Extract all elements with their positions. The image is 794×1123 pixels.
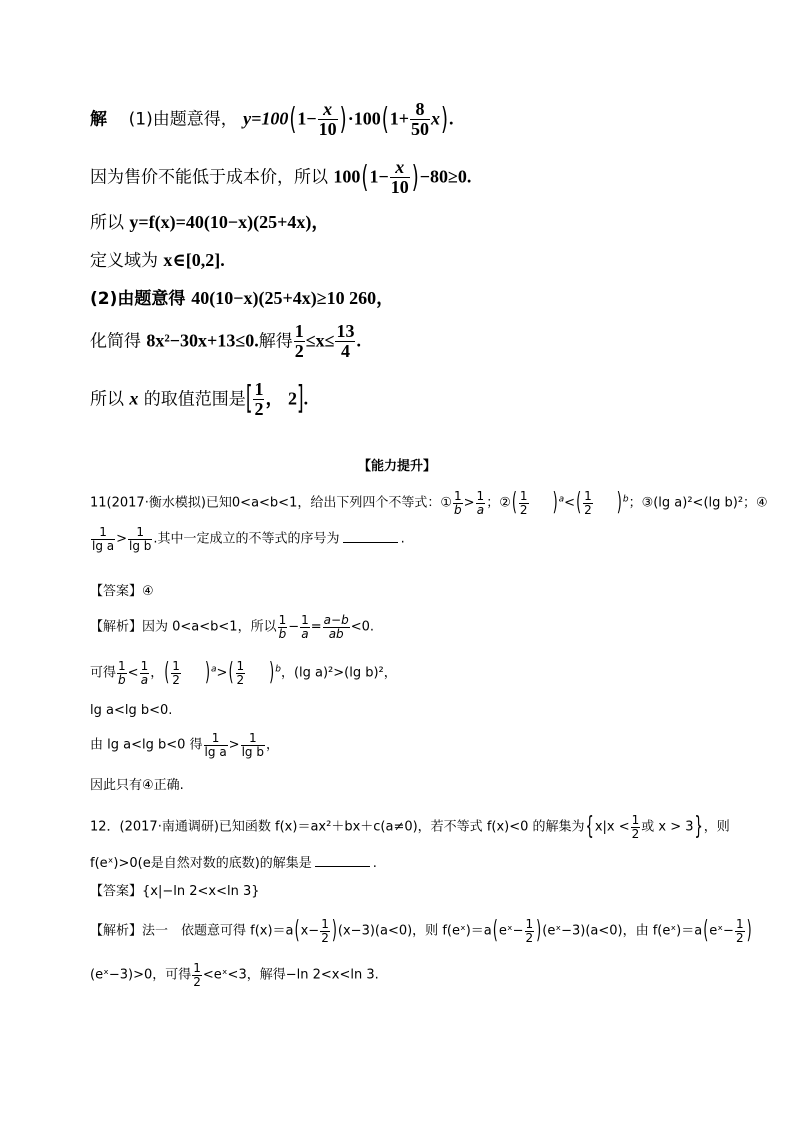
solution-line-3: 所以 y=f(x)=40(10−x)(25+4x)， <box>90 212 330 233</box>
fraction-1-2-b: $\frac{1}{2}$ <box>254 379 264 419</box>
q11-derive: 可得 $\frac{1}{b}$ < $\frac{1}{a}$ ，( $\frac{1}{2}$ )$^a$>( $\frac{1}{2}$ )$^b$，(lg a)²>(lg b)²， <box>90 658 397 688</box>
q11-conclusion: 因此只有④正确. <box>90 778 184 793</box>
q11-deduce: 由 lg a<lg b<0 得 $\frac{1}{\text{lg a}}$ > $\frac{1}{\text{lg b}}$ ， <box>90 731 279 759</box>
q12-answer: 【答案】{x|−ln 2<x<ln 3} <box>90 884 260 899</box>
solution-line-4: 定义域为 x∈[0,2]. <box>90 250 225 271</box>
q11-line-1: 11(2017·衡水模拟)已知0<a<b<1，给出下列四个不等式：① $\frac{1}{b}$ > $\frac{1}{a}$ ；②( $\frac{1}{2}$ )$^a$<( $\frac{1}{2}$ )$^b$；③(lg a)²<(lg b)²；④ <box>90 488 768 518</box>
section-title: 【能力提升】 <box>357 459 436 474</box>
q11-answer: 【答案】④ <box>90 584 154 599</box>
q11-analysis: 【解析】因为 0<a<b<1，所以 $\frac{1}{b}$ − $\frac{1}{a}$ = $\frac{a-b}{ab}$ <0. <box>90 613 374 641</box>
answer-blank[interactable] <box>343 530 398 543</box>
expr-y: y=100 <box>243 108 289 129</box>
solution-part-1: (1)由题意得， <box>128 109 238 130</box>
solution-line-6: 化简得 8x²−30x+13≤0.解得 $\frac{1}{2}$ ≤x≤ $\frac{13}{4}$ . <box>90 321 361 361</box>
q12-line-1: 12．(2017·南通调研)已知函数 f(x)＝ax²＋bx＋c(a≠0)，若不等式 f(x)<0 的解集为{x|x < $\frac{1}{2}$ 或 x > 3}，则 <box>90 812 730 842</box>
q12-analysis: 【解析】法一 依题意可得 f(x)＝a(x− $\frac{1}{2}$ )(x−3)(a<0)，则 f(eˣ)＝a(eˣ− $\frac{1}{2}$ )(eˣ−3)(a<0)，由 f(eˣ)＝a(eˣ− $\frac{1}{2}$ ) <box>90 918 752 945</box>
q12-last-line: (eˣ−3)>0，可得 $\frac{1}{2}$ <eˣ<3，解得−ln 2<x<ln 3. <box>90 961 379 989</box>
solution-label: 解 <box>90 109 107 130</box>
solution-line-2: 因为售价不能低于成本价，所以 100(1− $\frac{x}{10}$ )−80≥0. <box>90 157 472 197</box>
answer-blank-2[interactable] <box>315 854 370 867</box>
fraction-x-10-b: $\frac{x}{10}$ <box>390 157 409 197</box>
solution-line-7: 所以 x 的取值范围是[ $\frac{1}{2}$ ， 2]. <box>90 379 309 419</box>
q12-line-2: f(eˣ)>0(e是自然对数的底数)的解集是 . <box>90 856 377 871</box>
fraction-1-2: $\frac{1}{2}$ <box>294 321 304 361</box>
q11-line-2: $\frac{1}{\text{lg a}}$ > $\frac{1}{\text{lg b}}$ .其中一定成立的不等式的序号为 . <box>92 525 405 553</box>
solution-line-5: (2)由题意得 40(10−x)(25+4x)≥10 260， <box>90 288 395 309</box>
fraction-8-50: $\frac{8}{50}$ <box>411 99 430 139</box>
fraction-13-4: $\frac{13}{4}$ <box>336 321 355 361</box>
q11-lg-line: lg a<lg b<0. <box>90 703 173 718</box>
solution-line-1: 解 (1)由题意得， y=100(1− $\frac{x}{10}$ )·100(1+ $\frac{8}{50}$ x). <box>90 99 454 139</box>
fraction-x-10: $\frac{x}{10}$ <box>318 99 337 139</box>
